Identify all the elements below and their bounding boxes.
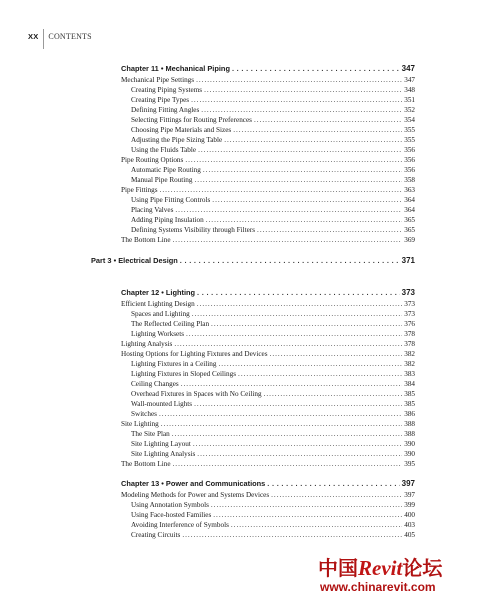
toc-page-number: 378 [404,340,415,348]
dot-leader [257,225,402,235]
toc-page-number: 356 [404,156,415,164]
toc-entry-title: Choosing Pipe Materials and Sizes [131,126,232,134]
dot-leader [213,510,402,520]
toc-entry-title: Chapter 12 • Lighting [121,288,196,297]
toc-part-entry[interactable] [91,255,415,267]
dot-leader [191,95,402,105]
toc-entry[interactable] [131,409,415,419]
toc-page-number: 386 [404,410,415,418]
toc-entry-title: The Bottom Line [121,460,171,468]
dot-leader [232,63,400,75]
toc-page-number: 365 [404,216,415,224]
toc-page-number: 351 [404,96,415,104]
toc-entry-title: Overhead Fixtures in Spaces with No Ceiling [131,390,262,398]
toc-entry-title: Using the Fluids Table [131,146,197,154]
toc-entry-title: Hosting Options for Lighting Fixtures and Devices [121,350,268,358]
toc-entry[interactable] [131,115,415,125]
toc-entry[interactable] [131,195,415,205]
toc-entry[interactable] [131,145,415,155]
toc-entry[interactable] [131,500,415,510]
dot-leader [211,500,402,510]
dot-leader [193,439,402,449]
toc-page-number: 384 [404,380,415,388]
toc-entry-title: Lighting Fixtures in Sloped Ceilings [131,370,237,378]
toc-entry-title: Site Lighting Layout [131,440,191,448]
dot-leader [271,490,402,500]
dot-leader [185,155,402,165]
toc-entry-title: Lighting Analysis [121,340,173,348]
toc-entry-title: Automatic Pipe Routing [131,166,201,174]
watermark-logo-text [318,552,442,581]
toc-entry-title: Defining Systems Visibility through Filters [131,226,256,234]
dot-leader [254,115,402,125]
watermark-suffix: 论坛 [402,556,443,580]
toc-page-number: 364 [404,206,415,214]
toc-entry-title: The Site Plan [131,430,170,438]
toc-entry-title: Creating Pipe Types [131,96,190,104]
toc-entry[interactable] [131,449,415,459]
header-divider [43,29,44,49]
dot-leader [173,459,403,469]
toc-entry[interactable] [121,235,415,245]
toc-entry-title: Lighting Worksets [131,330,184,338]
watermark-brand: Revit [358,556,403,580]
dot-leader [211,319,402,329]
toc-entry[interactable] [131,175,415,185]
dot-leader [182,530,402,540]
toc-entry-title: Chapter 13 • Power and Communications [121,479,266,488]
toc-page-number: 352 [404,106,415,114]
toc-entry-title: Using Pipe Fitting Controls [131,196,211,204]
toc-entry[interactable] [131,95,415,105]
toc-entry[interactable] [131,429,415,439]
dot-leader [206,215,403,225]
dot-leader [233,125,402,135]
toc-entry[interactable] [131,205,415,215]
dot-leader [195,175,403,185]
dot-leader [204,85,402,95]
toc-page-number: 373 [404,310,415,318]
toc-entry-title: Mechanical Pipe Settings [121,76,195,84]
toc-entry-title: Adjusting the Pipe Sizing Table [131,136,223,144]
toc-page-number: 397 [401,479,415,488]
watermark-prefix: 中国 [318,556,358,580]
toc-page-number: 383 [404,370,415,378]
dot-leader [238,369,402,379]
toc-page-number: 355 [404,126,415,134]
dot-leader [270,349,403,359]
toc-entry-title: Modeling Methods for Power and Systems Devices [121,491,270,499]
toc-page-number: 355 [404,136,415,144]
toc-entry-title: Pipe Fittings [121,186,158,194]
toc-page-number: 400 [404,511,415,519]
toc-entry[interactable] [131,399,415,409]
toc-entry[interactable] [121,339,415,349]
toc-entry-title: Creating Circuits [131,531,181,539]
toc-entry[interactable] [121,75,415,85]
toc-entry[interactable] [131,510,415,520]
toc-entry-title: Placing Valves [131,206,174,214]
toc-chapter-entry[interactable] [121,287,415,299]
toc-entry[interactable] [121,185,415,195]
toc-entry-title: Selecting Fittings for Routing Preferences [131,116,252,124]
toc-entry-title: Part 3 • Electrical Design [91,256,178,265]
toc-page-number: 378 [404,330,415,338]
toc-entry[interactable] [131,135,415,145]
toc-page-number: 382 [404,360,415,368]
toc-entry-title: Wall-mounted Lights [131,400,193,408]
dot-leader [174,339,402,349]
toc-entry-title: Site Lighting Analysis [131,450,196,458]
toc-page-number: 354 [404,116,415,124]
toc-entry[interactable] [121,459,415,469]
toc-entry[interactable] [131,225,415,235]
toc-page-number: 399 [404,501,415,509]
site-watermark [318,552,477,598]
toc-entry-title: Adding Piping Insulation [131,216,204,224]
toc-page-number: 356 [404,166,415,174]
toc-entry[interactable] [131,329,415,339]
toc-entry[interactable] [131,359,415,369]
toc-entry[interactable] [131,85,415,95]
toc-entry-title: Site Lighting [121,420,159,428]
dot-leader [161,419,402,429]
toc-page-number: 373 [401,288,415,297]
toc-page-number: 364 [404,196,415,204]
toc-entry[interactable] [121,155,415,165]
toc-page-number: 373 [404,300,415,308]
toc-entry-title: Avoiding Interference of Symbols [131,521,229,529]
page-number: XX [28,31,39,41]
running-title: CONTENTS [48,31,92,41]
toc-page-number: 385 [404,390,415,398]
toc-page-number: 382 [404,350,415,358]
toc-entry-title: Spaces and Lighting [131,310,190,318]
toc-entry[interactable] [131,379,415,389]
dot-leader [160,185,403,195]
toc-page-number: 358 [404,176,415,184]
toc-entry-title: Manual Pipe Routing [131,176,193,184]
dot-leader [212,195,402,205]
toc-entry[interactable] [121,349,415,359]
dot-leader [181,379,403,389]
toc-page-number: 390 [404,440,415,448]
dot-leader [264,389,403,399]
toc-entry-title: Switches [131,410,157,418]
toc-entry-title: Ceiling Changes [131,380,179,388]
dot-leader [172,429,402,439]
toc-entry[interactable] [131,439,415,449]
toc-page-number: 369 [404,236,415,244]
toc-entry[interactable] [131,369,415,379]
running-header [28,30,92,42]
dot-leader [197,449,402,459]
toc-entry-title: The Reflected Ceiling Plan [131,320,210,328]
toc-entry[interactable] [121,299,415,309]
toc-entry-title: Using Face-hosted Families [131,511,212,519]
toc-entry[interactable] [131,319,415,329]
toc-page-number: 371 [401,256,415,265]
dot-leader [224,135,402,145]
dot-leader [194,399,402,409]
toc-entry[interactable] [121,490,415,500]
toc-entry[interactable] [131,389,415,399]
dot-leader [180,255,400,267]
dot-leader [196,75,402,85]
dot-leader [218,359,402,369]
toc-entry[interactable] [121,419,415,429]
toc-page-number: 388 [404,420,415,428]
toc-entry[interactable] [131,105,415,115]
toc-entry-title: Defining Fitting Angles [131,106,200,114]
dot-leader [173,235,403,245]
toc-entry-title: Lighting Fixtures in a Ceiling [131,360,217,368]
toc-page-number: 390 [404,450,415,458]
toc-page-number: 376 [404,320,415,328]
toc-page-number: 356 [404,146,415,154]
dot-leader [186,329,402,339]
toc-page-number: 388 [404,430,415,438]
dot-leader [175,205,402,215]
toc-page-number: 365 [404,226,415,234]
dot-leader [192,309,403,319]
toc-entry[interactable] [131,125,415,135]
toc-entry-title: Creating Piping Systems [131,86,203,94]
toc-page-number: 363 [404,186,415,194]
toc-page-number: 397 [404,491,415,499]
dot-leader [197,299,402,309]
dot-leader [201,105,402,115]
toc-page-number: 385 [404,400,415,408]
toc-entry[interactable] [131,215,415,225]
dot-leader [203,165,402,175]
toc-entry-title: Efficient Lighting Design [121,300,195,308]
watermark-url: www.chinarevit.com [320,580,436,594]
toc-page-number: 405 [404,531,415,539]
toc-chapter-entry[interactable] [121,478,415,490]
toc-entry-title: Chapter 11 • Mechanical Piping [121,64,230,73]
dot-leader [198,145,402,155]
dot-leader [159,409,402,419]
dot-leader [267,478,399,490]
toc-chapter-entry[interactable] [121,63,415,75]
toc-entry-title: The Bottom Line [121,236,171,244]
toc-page-number: 347 [404,76,415,84]
toc-entry[interactable] [131,165,415,175]
toc-entry[interactable] [131,530,415,540]
dot-leader [231,520,402,530]
toc-entry[interactable] [131,309,415,319]
toc-entry[interactable] [131,520,415,530]
toc-page-number: 395 [404,460,415,468]
toc-entry-title: Using Annotation Symbols [131,501,209,509]
toc-entry-title: Pipe Routing Options [121,156,184,164]
toc-page-number: 348 [404,86,415,94]
dot-leader [197,287,400,299]
toc-page-number: 403 [404,521,415,529]
toc-page-number: 347 [401,64,415,73]
